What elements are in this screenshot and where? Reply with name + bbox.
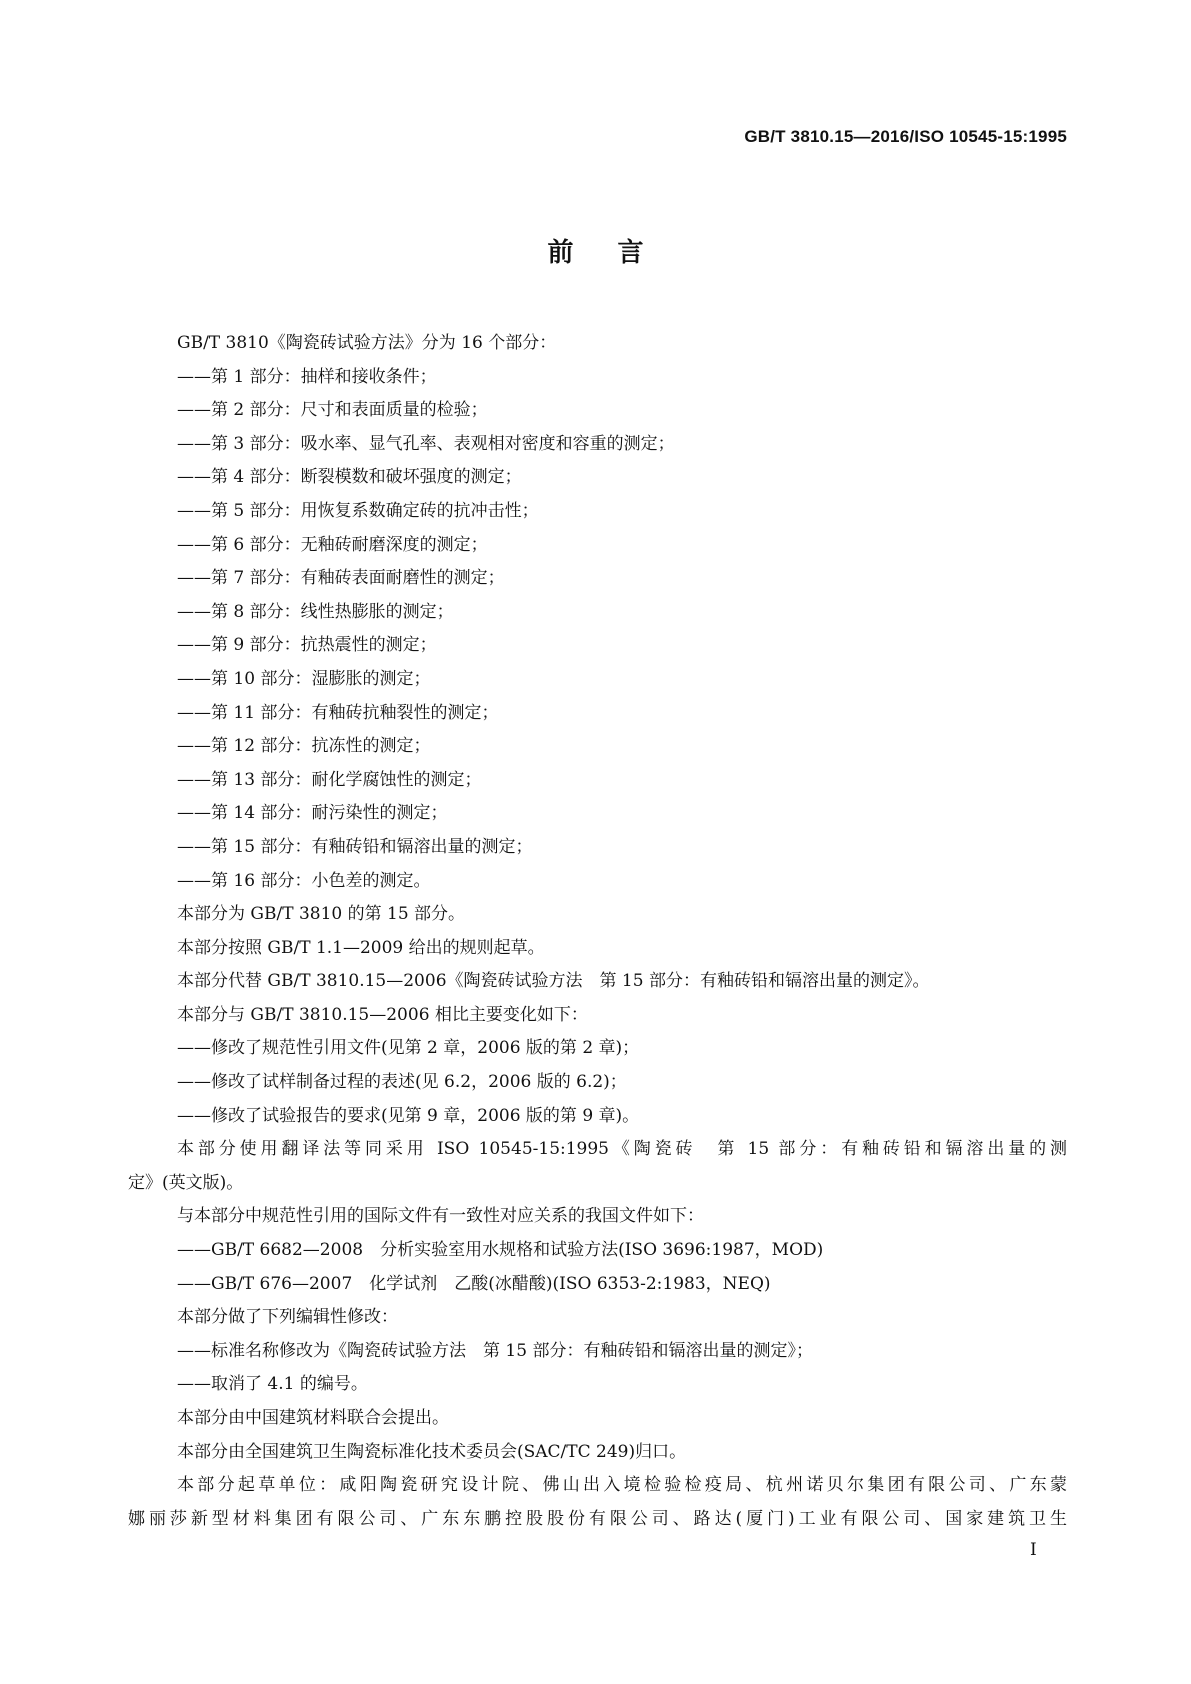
text-line: 本部分由全国建筑卫生陶瓷标准化技术委员会(SAC/TC 249)归口。: [177, 1441, 687, 1462]
text-line: 本部分与 GB/T 3810.15—2006 相比主要变化如下：: [177, 1004, 588, 1025]
text-line: 本部分由中国建筑材料联合会提出。: [177, 1408, 449, 1428]
text-line: ——GB/T 6682—2008 分析实验室用水规格和试验方法(ISO 3696:1987，MOD): [177, 1240, 824, 1261]
text-line: ——第 14 部分：耐污染性的测定；: [177, 803, 448, 824]
text-line: 定》(英文版)。: [128, 1172, 244, 1193]
page-number: I: [1030, 1540, 1037, 1560]
text-line: 本部分起草单位：咸阳陶瓷研究设计院、佛山出入境检验检疫局、杭州诺贝尔集团有限公司、广东蒙: [177, 1475, 1067, 1496]
text-line: ——第 12 部分：抗冻性的测定；: [177, 736, 431, 757]
document-header-standard-number: GB/T 3810.15—2016/ISO 10545-15:1995: [744, 127, 1067, 146]
text-line: 本部分代替 GB/T 3810.15—2006《陶瓷砖试验方法 第 15 部分：有釉砖铅和镉溶出量的测定》。: [177, 971, 930, 992]
text-line: ——GB/T 676—2007 化学试剂 乙酸(冰醋酸)(ISO 6353-2:1983，NEQ): [177, 1273, 771, 1294]
text-line: ——第 4 部分：断裂模数和破坏强度的测定；: [177, 467, 522, 488]
text-line: ——修改了规范性引用文件(见第 2 章，2006 版的第 2 章)；: [177, 1038, 640, 1059]
text-line: 本部分按照 GB/T 1.1—2009 给出的规则起草。: [177, 937, 545, 958]
text-line: ——第 16 部分：小色差的测定。: [177, 870, 431, 891]
text-line: 本部分做了下列编辑性修改：: [177, 1307, 398, 1328]
text-line: 与本部分中规范性引用的国际文件有一致性对应关系的我国文件如下：: [177, 1206, 704, 1227]
text-line: GB/T 3810《陶瓷砖试验方法》分为 16 个部分：: [177, 333, 557, 353]
text-line: ——修改了试样制备过程的表述(见 6.2，2006 版的 6.2)；: [177, 1072, 627, 1093]
text-line: 本部分使用翻译法等同采用 ISO 10545-15:1995《陶瓷砖 第 15 部分：有釉砖铅和镉溶出量的测: [177, 1139, 1067, 1160]
text-line: ——第 15 部分：有釉砖铅和镉溶出量的测定；: [177, 836, 533, 857]
text-line: ——第 13 部分：耐化学腐蚀性的测定；: [177, 769, 482, 790]
title-char: 前: [547, 238, 574, 268]
foreword-body: [128, 327, 1067, 1536]
text-line: ——修改了试验报告的要求(见第 9 章，2006 版的第 9 章)。: [177, 1105, 640, 1126]
text-line: 本部分为 GB/T 3810 的第 15 部分。: [177, 904, 466, 925]
text-line: ——第 7 部分：有釉砖表面耐磨性的测定；: [177, 568, 505, 589]
text-line: ——取消了 4.1 的编号。: [177, 1374, 368, 1395]
text-line: ——标准名称修改为《陶瓷砖试验方法 第 15 部分：有釉砖铅和镉溶出量的测定》；: [177, 1340, 813, 1361]
text-line: ——第 6 部分：无釉砖耐磨深度的测定；: [177, 534, 488, 555]
text-line: ——第 1 部分：抽样和接收条件；: [177, 366, 437, 387]
text-line: ——第 10 部分：湿膨胀的测定；: [177, 668, 431, 689]
text-line: ——第 2 部分：尺寸和表面质量的检验；: [177, 400, 488, 421]
text-line: ——第 5 部分：用恢复系数确定砖的抗冲击性；: [177, 500, 539, 521]
page-title: [0, 232, 1191, 269]
text-line: ——第 8 部分：线性热膨胀的测定；: [177, 601, 454, 622]
text-line: ——第 9 部分：抗热震性的测定；: [177, 635, 437, 656]
text-line: ——第 11 部分：有釉砖抗釉裂性的测定；: [177, 702, 499, 723]
text-line: ——第 3 部分：吸水率、显气孔率、表观相对密度和容重的测定；: [177, 433, 675, 454]
title-char: 言: [617, 238, 644, 268]
text-line: 娜丽莎新型材料集团有限公司、广东东鹏控股股份有限公司、路达(厦门)工业有限公司、国家建筑卫生: [128, 1508, 1067, 1529]
